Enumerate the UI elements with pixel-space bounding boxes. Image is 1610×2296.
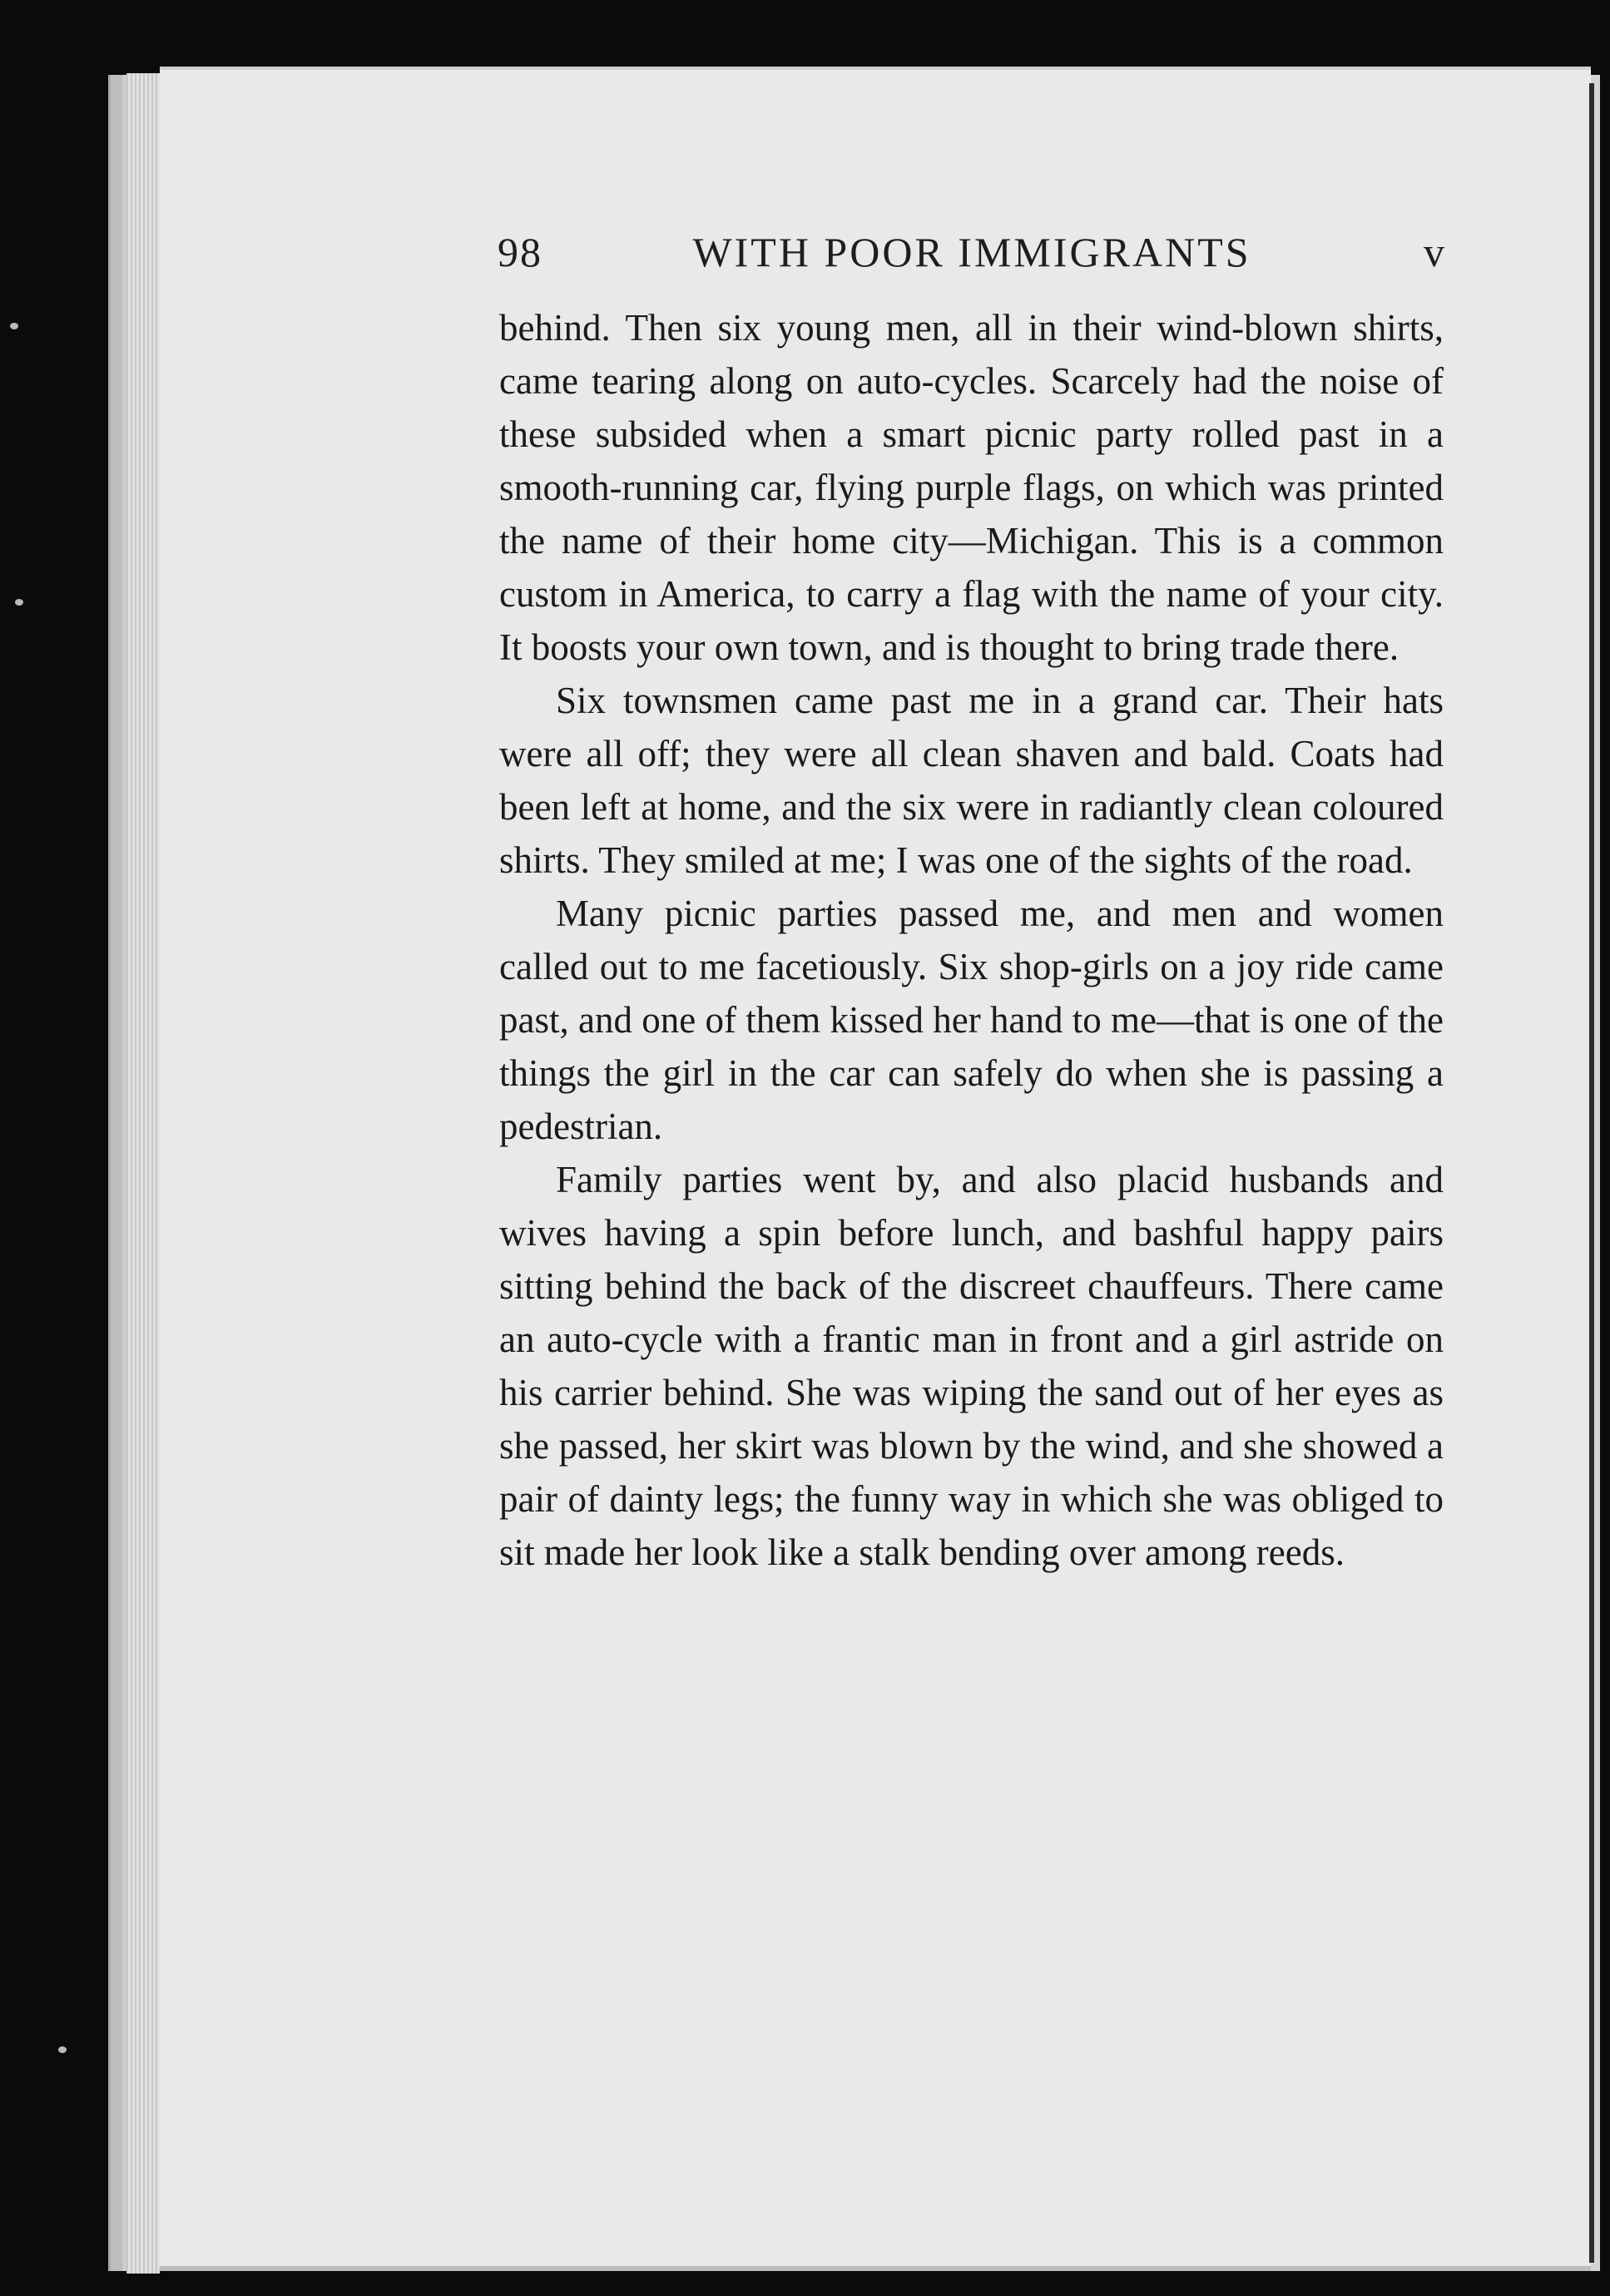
paragraph: Six townsmen came past me in a grand car. Their hats were all off; they were all clean shaven and bald. Coats had been left at home, and the six were in radiantly clean coloured shirts. They smiled at me; I was one of the sights of the road. — [499, 680, 1444, 881]
page-edge-lines — [126, 73, 160, 2274]
paragraph: Many picnic parties passed me, and men and women called out to me facetiously. Six shop-girls on a joy ride came past, and one of them kissed her hand to me—that is one of the things the girl in the car can safely do when she is passing a pedestrian. — [499, 893, 1444, 1147]
chapter-number: v — [1424, 229, 1446, 275]
running-head-title: WITH POOR IMMIGRANTS — [692, 229, 1251, 275]
paragraph: Family parties went by, and also placid husbands and wives having a spin before lunch, and bashful happy pairs sitting behind the back of the discreet chauffeurs. There came an auto-cycle with a frantic man in front and a girl astride on his carrier behind. She was wiping the sand out of her eyes as she passed, her skirt was blown by the wind, and she showed a pair of dainty legs; the funny way in which she was obliged to sit made her look like a stalk bending over among reeds. — [499, 1159, 1444, 1573]
paragraph-continued: behind. Then six young men, all in their wind-blown shirts, came tearing along on auto-cycles. Scarcely had the noise of these subsided when a smart picnic party rolled past in a smooth-running car, flying purple flags, on which was printed the name of their home city—Michigan. This is a common custom in America, to carry a flag with the name of your city. It boosts your own town, and is thought to bring trade there. — [499, 307, 1444, 668]
page-number: 98 — [498, 229, 542, 275]
scan-speck — [10, 323, 18, 329]
body-text — [499, 301, 1444, 1579]
running-header — [498, 223, 1446, 281]
page-right-edge — [1589, 83, 1594, 2263]
scan-speck — [15, 599, 23, 606]
scan-speck — [58, 2046, 67, 2053]
